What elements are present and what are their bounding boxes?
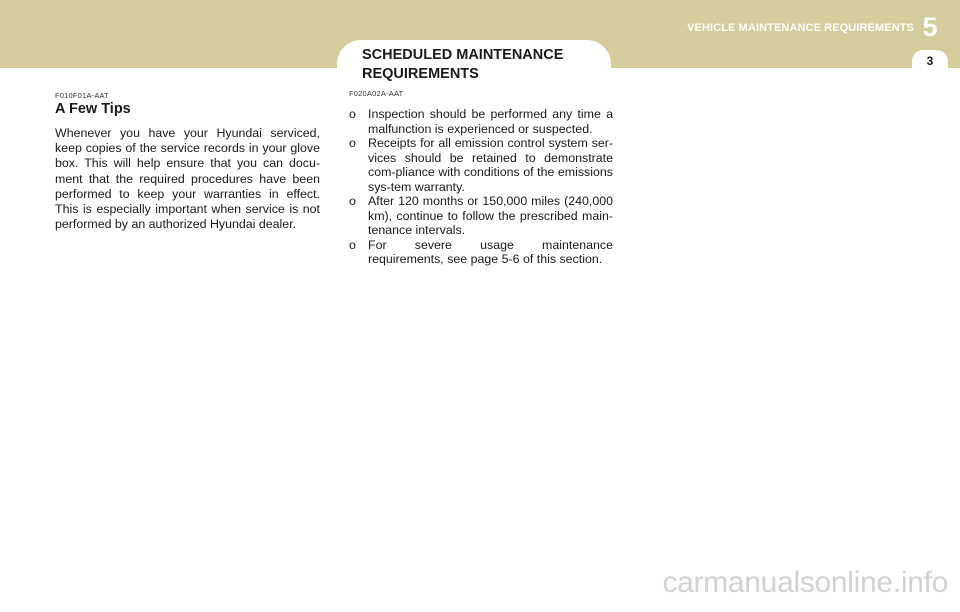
requirements-list xyxy=(349,107,613,267)
bullet-icon: o xyxy=(349,107,356,121)
list-item-text: Inspection should be performed any time a malfunction is experienced or suspected. xyxy=(368,107,613,136)
list-item xyxy=(349,194,613,238)
watermark: carmanualsonline.info xyxy=(662,566,948,599)
section-title: SCHEDULED MAINTENANCE REQUIREMENTS xyxy=(362,47,564,82)
list-item-text: For severe usage maintenance requirements, see page 5-6 of this section. xyxy=(368,237,613,266)
bullet-icon: o xyxy=(349,237,356,252)
list-item xyxy=(349,107,613,136)
tips-body: Whenever you have your Hyundai serviced, keep copies of the service records in your glove box. This will help ensure that you can docu-ment that the required procedures have been performed to keep your warranties in effect. This is especially important when service is not performed by an authorized Hyundai dealer. xyxy=(55,126,320,232)
right-section-code: F020A02A-AAT xyxy=(349,89,404,98)
bullet-icon: o xyxy=(349,136,356,150)
tips-heading: A Few Tips xyxy=(55,101,131,117)
list-item xyxy=(349,238,613,267)
list-item-text: After 120 months or 150,000 miles (240,000 km), continue to follow the prescribed main-tenance intervals. xyxy=(368,194,613,237)
chapter-number: 5 xyxy=(922,12,938,42)
left-section-code: F010F01A-AAT xyxy=(55,91,109,100)
page-number: 3 xyxy=(926,54,934,68)
list-item-text: Receipts for all emission control system ser-vices should be retained to demonstrate com-pliance with conditions of the emissions sys-tem warranty. xyxy=(368,136,613,194)
bullet-icon: o xyxy=(349,194,356,208)
chapter-title: VEHICLE MAINTENANCE REQUIREMENTS xyxy=(687,22,914,34)
list-item xyxy=(349,136,613,194)
